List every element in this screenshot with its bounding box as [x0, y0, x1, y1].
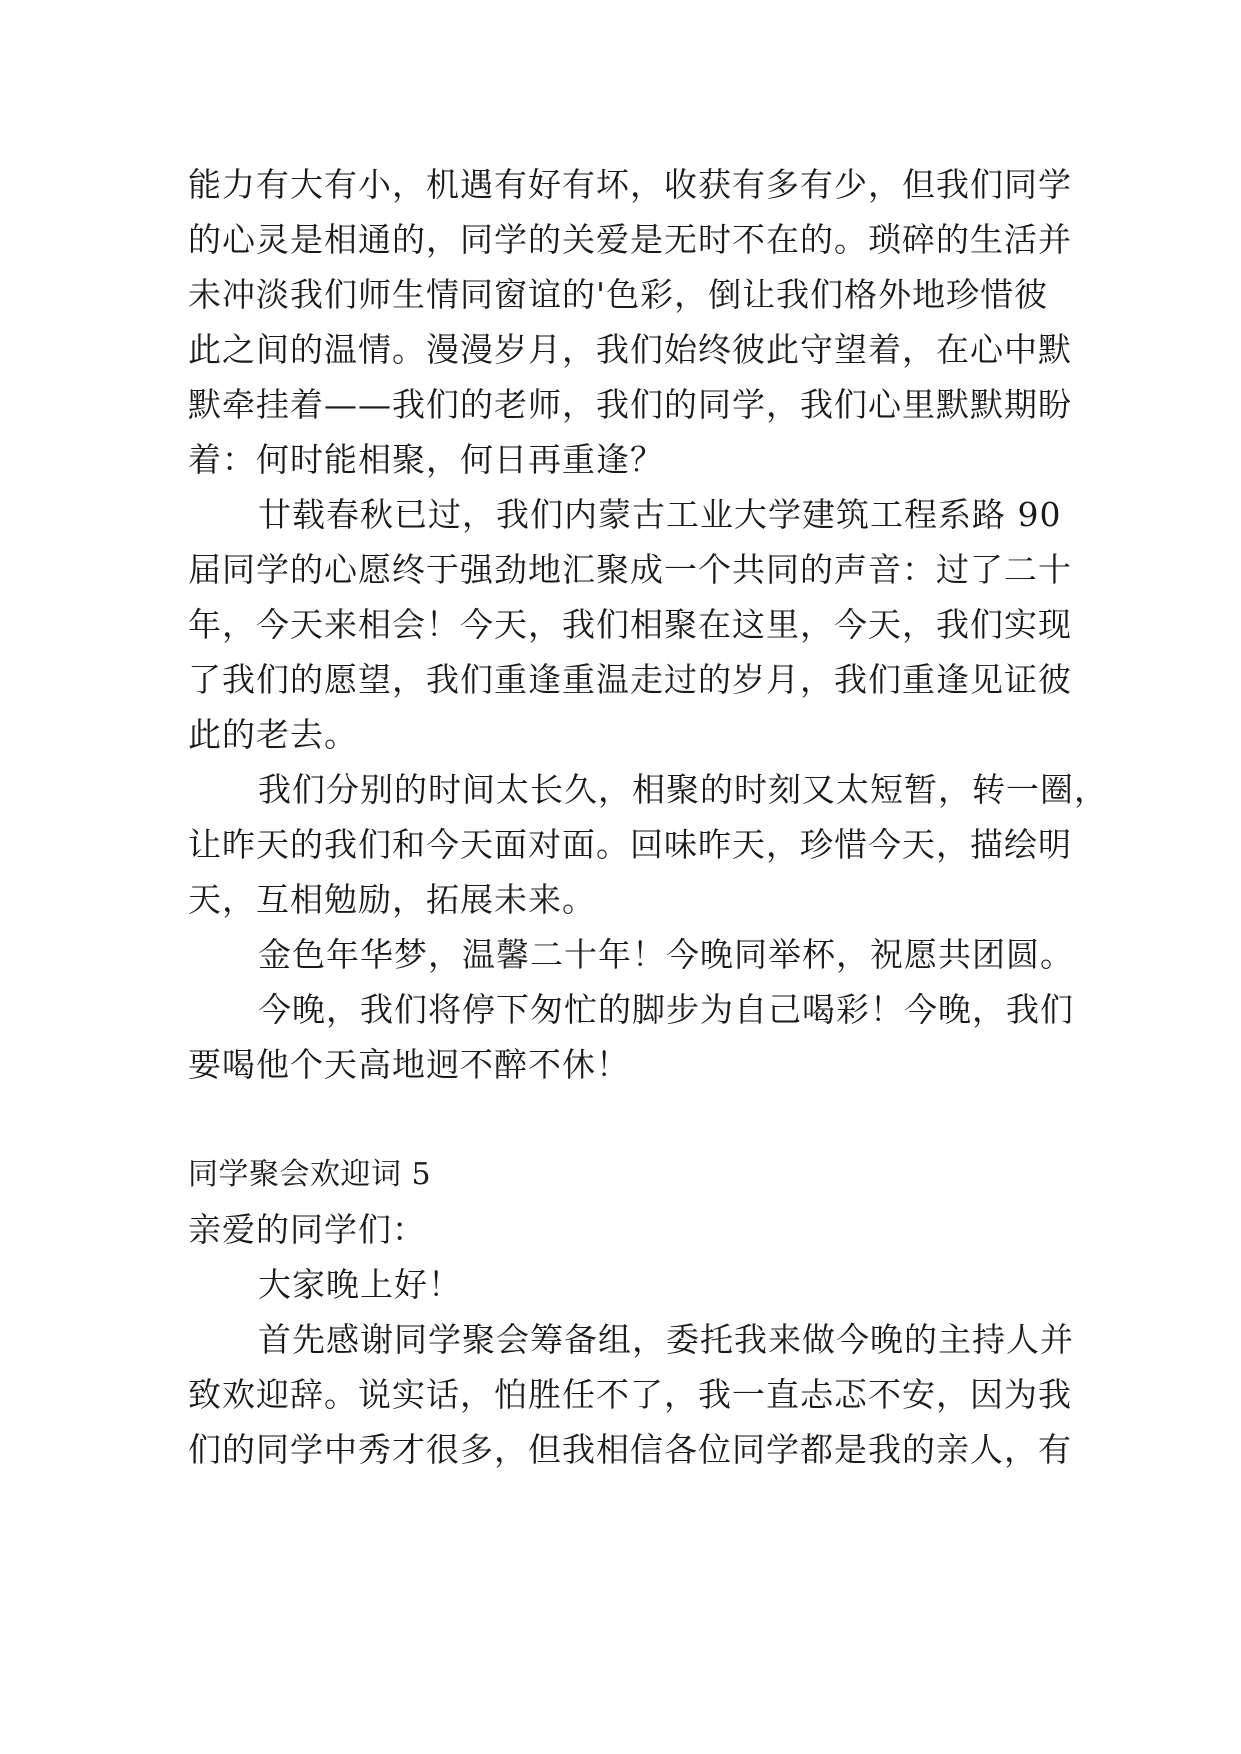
paragraph-line: 默牵挂着——我们的老师，我们的同学，我们心里默默期盼	[188, 385, 1072, 424]
paragraph-line: 未冲淡我们师生情同窗谊的'色彩，倒让我们格外地珍惜彼	[188, 275, 1049, 314]
paragraph-line: 着：何时能相聚，何日再重逢？	[188, 440, 664, 479]
section-title: 同学聚会欢迎词 5	[188, 1157, 432, 1192]
salutation: 亲爱的同学们：	[188, 1210, 426, 1249]
paragraph-line: 了我们的愿望，我们重逢重温走过的岁月，我们重逢见证彼	[188, 660, 1072, 699]
paragraph-line: 廿载春秋已过，我们内蒙古工业大学建筑工程系路 90	[258, 495, 1062, 534]
paragraph-line: 要喝他个天高地迥不醉不休！	[188, 1045, 630, 1084]
paragraph-line: 金色年华梦，温馨二十年！今晚同举杯，祝愿共团圆。	[258, 935, 1074, 974]
paragraph-line: 让昨天的我们和今天面对面。回味昨天，珍惜今天，描绘明	[188, 825, 1072, 864]
paragraph-line: 首先感谢同学聚会筹备组，委托我来做今晚的主持人并	[258, 1320, 1074, 1359]
paragraph-line: 届同学的心愿终于强劲地汇聚成一个共同的声音：过了二十	[188, 550, 1072, 589]
paragraph-line: 致欢迎辞。说实话，怕胜任不了，我一直忐忑不安，因为我	[188, 1375, 1072, 1414]
paragraph-line: 此的老去。	[188, 715, 358, 754]
greeting: 大家晚上好！	[258, 1265, 462, 1304]
paragraph-line: 能力有大有小，机遇有好有坏，收获有多有少，但我们同学	[188, 165, 1072, 204]
paragraph-line: 的心灵是相通的，同学的关爱是无时不在的。琐碎的生活并	[188, 220, 1072, 259]
paragraph-line: 年，今天来相会！今天，我们相聚在这里，今天，我们实现	[188, 605, 1072, 644]
paragraph-line: 此之间的温情。漫漫岁月，我们始终彼此守望着，在心中默	[188, 330, 1072, 369]
paragraph-line: 今晚，我们将停下匆忙的脚步为自己喝彩！今晚，我们	[258, 990, 1074, 1029]
paragraph-line: 我们分别的时间太长久，相聚的时刻又太短暂，转一圈，	[258, 770, 1108, 809]
paragraph-line: 们的同学中秀才很多，但我相信各位同学都是我的亲人，有	[188, 1430, 1072, 1469]
paragraph-line: 天，互相勉励，拓展未来。	[188, 880, 596, 919]
